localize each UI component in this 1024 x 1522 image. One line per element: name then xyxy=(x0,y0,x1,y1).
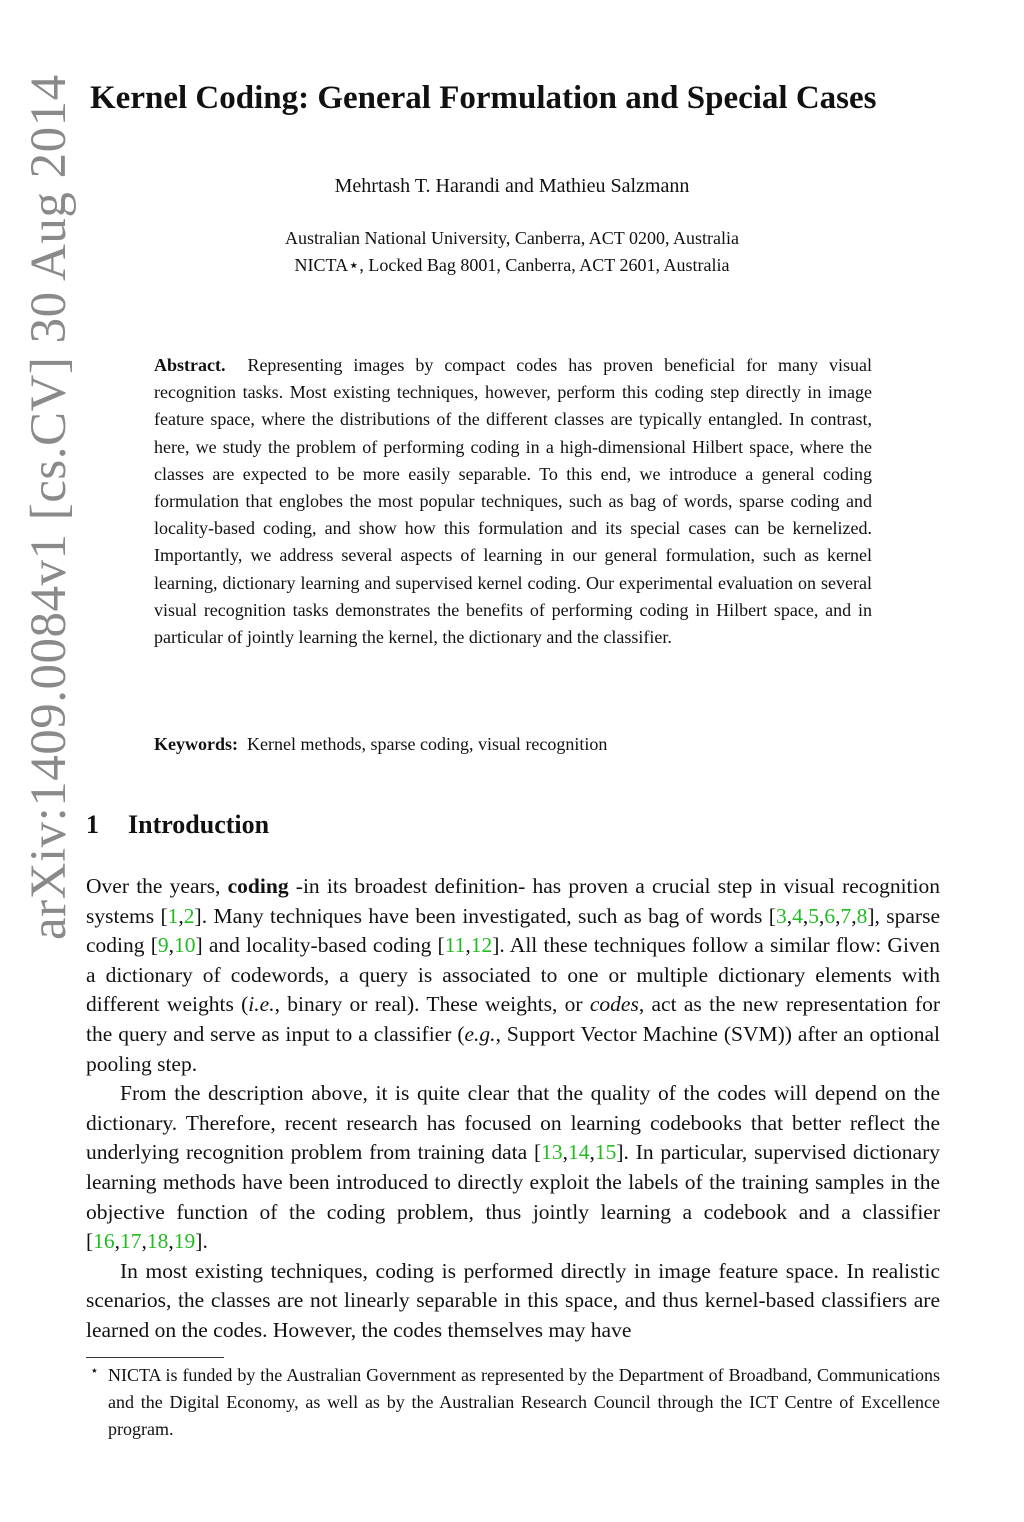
affiliation-nicta: NICTA⋆, Locked Bag 8001, Canberra, ACT 2601, Australia xyxy=(294,255,730,275)
section-number: 1 xyxy=(86,810,99,839)
text-run: From the description above, it is quite clear that the quality of the codes will depend on the dictionary. Therefore, recent research has focused on learning codebooks that better reflect the underlying recognition problem from training data [ xyxy=(86,1081,940,1165)
arxiv-identifier: arXiv:1409.0084v1 [cs.CV] 30 Aug 2014 xyxy=(21,74,77,940)
citation-link[interactable]: 10 xyxy=(173,933,196,958)
citation-link[interactable]: 18 xyxy=(146,1229,169,1254)
italic-term: codes xyxy=(589,992,639,1017)
section-title: Introduction xyxy=(128,810,270,839)
section-heading-introduction xyxy=(86,810,269,840)
italic-term: i.e. xyxy=(248,992,275,1017)
citation-link[interactable]: 7 xyxy=(840,903,852,928)
citation-link[interactable]: 3 xyxy=(775,903,787,928)
keywords xyxy=(154,734,607,755)
citation-link[interactable]: 13 xyxy=(541,1140,563,1165)
citation-link[interactable]: 8 xyxy=(856,903,868,928)
citation-link[interactable]: 19 xyxy=(173,1229,196,1254)
citation-link[interactable]: 2 xyxy=(183,903,195,928)
text-run: ]. Many techniques have been investigated, such as bag of words [ xyxy=(194,903,776,928)
citation-link[interactable]: 1 xyxy=(167,903,179,928)
text-run: , act as the new representation for the query and serve as input to a classifier ( xyxy=(86,992,940,1046)
paragraph-2: From the description above, it is quite clear that the quality of the codes will depend on the dictionary. Therefore, recent research has focused on learning codebooks that better reflect the underlying recognition problem from training data [13,14,15]. In particular, supervised dictionary learning methods have been introduced to directly exploit the labels of the training samples in the objective function of the coding problem, thus jointly learning a codebook and a classifier [16,17,18,19]. xyxy=(86,1081,940,1254)
citation-link[interactable]: 14 xyxy=(568,1140,590,1165)
text-run: ] and locality-based coding [ xyxy=(195,933,445,958)
paragraph-3: In most existing techniques, coding is performed directly in image feature space. In realistic scenarios, the classes are not linearly separable in this space, and thus kernel-based classifiers are learned on the codes. However, the codes themselves may have xyxy=(86,1258,940,1342)
affiliation-anu: Australian National University, Canberra, ACT 0200, Australia xyxy=(285,228,739,248)
citation-link[interactable]: 9 xyxy=(157,933,169,958)
text-run: , Support Vector Machine (SVM)) after an optional pooling step. xyxy=(86,1021,940,1076)
text-run: ]. xyxy=(195,1229,208,1254)
text-run: ]. In particular, supervised dictionary learning methods have been introduced to directly exploit the labels of the training samples in the objective function of the coding problem, thus jointly learning a codebook and a classifier [ xyxy=(86,1140,940,1254)
citation-link[interactable]: 5 xyxy=(808,903,819,928)
citation-link[interactable]: 12 xyxy=(470,933,493,958)
citation-link[interactable]: 11 xyxy=(444,933,466,958)
citation-link[interactable]: 4 xyxy=(792,903,803,928)
footnote-marker: ⋆ xyxy=(90,1364,99,1379)
footnote-divider xyxy=(86,1357,224,1358)
text-run: , binary or real). These weights, or xyxy=(274,992,590,1017)
paper-title: Kernel Coding: General Formulation and Special Cases xyxy=(90,80,877,116)
footnote xyxy=(90,1362,940,1444)
keywords-label: Keywords: xyxy=(154,734,238,754)
authors: Mehrtash T. Harandi and Mathieu Salzmann xyxy=(334,175,690,197)
abstract xyxy=(154,352,872,651)
italic-term: e.g. xyxy=(464,1021,496,1046)
citation-link[interactable]: 6 xyxy=(824,903,836,928)
text-run: -in its broadest definition- has proven a crucial step in visual recognition systems [ xyxy=(86,874,940,928)
text-run: ], sparse coding [ xyxy=(86,903,941,958)
citation-link[interactable]: 15 xyxy=(594,1140,617,1165)
keywords-text: Kernel methods, sparse coding, visual recognition xyxy=(247,734,608,754)
citation-link[interactable]: 17 xyxy=(120,1229,142,1254)
text-run: Over the years, xyxy=(86,874,228,898)
abstract-label: Abstract. xyxy=(154,355,226,375)
abstract-text: Representing images by compact codes has proven beneficial for many visual recognition tasks. Most existing techniques, however, perform this coding step directly in image feature space, where the distributions of the different classes are typically entangled. In contrast, here, we study the problem of performing coding in a high-dimensional Hilbert space, where the classes are expected to be more easily separable. To this end, we introduce a general coding formulation that englobes the most popular techniques, such as bag of words, sparse coding and locality-based coding, and show how this formulation and its special cases can be kernelized. Importantly, we address several aspects of learning in our general formulation, such as kernel learning, dictionary learning and supervised kernel coding. Our experimental evaluation on several visual recognition tasks demonstrates the benefits of performing coding in Hilbert space, and in particular of jointly learning the kernel, the dictionary and the classifier. xyxy=(154,355,872,648)
citation-link[interactable]: 16 xyxy=(93,1229,115,1254)
footnote-text: NICTA is funded by the Australian Government as represented by the Department of Broadband, Communications and the Digital Economy, as well as by the Australian Research Council through the ICT Centre of Excellence program. xyxy=(108,1365,940,1440)
introduction-body xyxy=(86,872,940,1346)
paragraph-1: Over the years, coding -in its broadest definition- has proven a crucial step in visual recognition systems [1,2]. Many techniques have been investigated, such as bag of words [3,4,5,6,7,8], sparse coding [9,10] and locality-based coding [11,12]. All these techniques follow a similar flow: Given a dictionary of codewords, a query is associated to one or multiple dictionary elements with different weights (i.e., binary or real). These weights, or codes, act as the new representation for the query and serve as input to a classifier (e.g., Support Vector Machine (SVM)) after an optional pooling step. xyxy=(86,874,941,1076)
bold-term: coding xyxy=(227,874,289,898)
text-run: ]. All these techniques follow a similar flow: Given a dictionary of codewords, a query is associated to one or multiple dictionary elements with different weights ( xyxy=(86,933,940,1017)
